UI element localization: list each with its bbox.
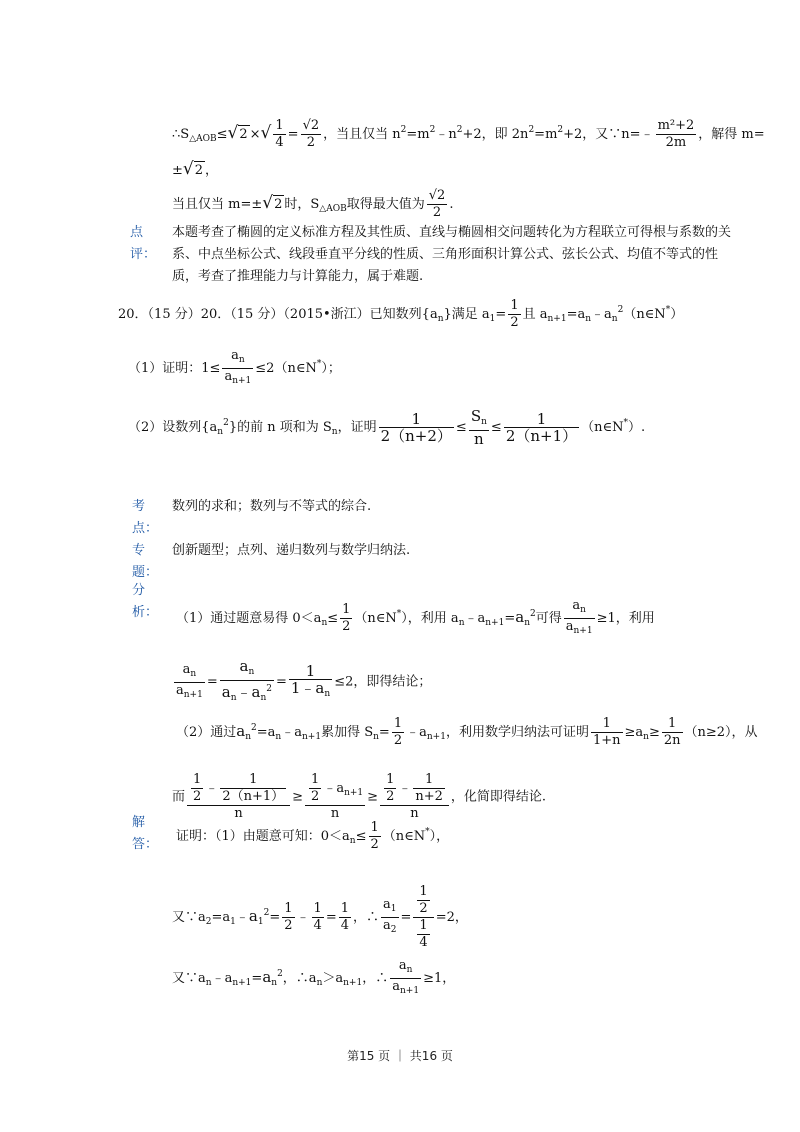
fraction: $\frac{1}{2(n+1)}$ [505,410,578,445]
fraction: $\frac{1}{2(n+2)}$ [380,410,452,445]
problem-header: 20．（15 分）20．（15 分）（2015•浙江）已知数列$\{a_n\}$满足 $a_1=$ $\frac{1}{2}$ 且 $a_{n+1}=a_n﹣a_n^2(n\in N^*)$ [118,298,684,330]
fraction: $\frac{1}{1﹣a_n}$ [290,661,331,699]
problem-part-2: （2）设数列$\{a_n^2\}$的前 n 项和为 $S_n$，证明 $\frac{1}{2(n+2)}$ ≤ $\frac{S_n}{n}$ ≤ $\frac{1}{2(n+1)}$ （n∈N*）. [128,407,646,448]
fraction: $\frac{1}{2}$ [393,716,403,748]
page-footer: 第15 页 ｜ 共16 页 [347,1049,453,1063]
fraction: $\frac{1}{1+n}$ [592,716,621,748]
prev-solution-line-1: $\therefore S_{\triangle AOB}\le√2$ ×√ $\frac{1}{4}$ = $\frac{√2}{2}$ ，当且仅当 $n^2=m^2﹣n^2+2$，即 $2n^2=m^2+2$，又∵n=﹣ $\frac{\text{m²+2}}{2m}$ ，解得 m= [172,118,765,150]
fraction: $\frac{√2}{2}$ [302,118,320,150]
jieda-label: 解 答： [132,815,159,852]
fraction: $\frac{1}{2}$ [342,602,351,634]
prev-solution-line-2: ±√2 ， [172,159,219,179]
prev-solution-line-3: 当且仅当 m=±√2 时，$S_{\triangle AOB}$取得最大值为 $\frac{√2}{2}$ . [172,188,454,220]
problem-part-1: （1）证明：1≤ $\frac{a_n}{a_{n+1}}$ ≤2（n∈N*）； [128,348,341,389]
fraction: $\frac{1}{2}$ $﹣a_{n+1}$ n [305,772,365,822]
fraction: $\frac{a_n}{a_{n+1}}$ [176,661,203,700]
fraction: $\frac{√2}{2}$ [428,188,446,220]
fraction: $\frac{1}{2}$ [510,298,519,330]
fraction: $\frac{a_n}{a_{n+1}}$ [565,598,593,636]
fraction: $\frac{a_n}{a_n﹣a_n^2}$ [221,657,272,703]
fraction: $\frac{a_n}{a_{n+1}}$ [392,958,420,996]
fenxi-line-1: （1）通过题意易得 $0<a_n\le$ $\frac{1}{2}$ （n∈N*），利用 $a_n﹣a_{n+1}=a_n^2$可得 $\frac{a_n}{a_{n+1}}$ ≥1，利用 [176,598,655,639]
jieda-line-1: 证明：（1）由题意可知：$0<a_n\le$ $\frac{1}{2}$ （n∈N*）， [176,820,450,852]
fraction: $\frac{\text{m²+2}}{2m}$ [657,118,695,150]
fraction: $\frac{1}{2n}$ [663,716,681,748]
fenxi-label: 分 析： [132,583,159,620]
fraction: $\frac{a_n}{a_{n+1}}$ [224,348,252,386]
zhuanti-label: 专 题： [132,543,159,580]
fraction: $\frac{1}{2}$ [370,820,379,852]
fraction: $\frac{1}{2}$ ﹣ $\frac{1}{2(n+1)}$ n [187,772,290,822]
fenxi-line-4: 而 $\frac{1}{2}$ ﹣ $\frac{1}{2(n+1)}$ n ≥ $\frac{1}{2}$ $﹣a_{n+1}$ n ≥ $\frac{1}{2}$ ﹣ $\frac{1}{n+2}$ n ，化简即得结论. [172,772,547,821]
fraction: $\frac{1}{2}$ [284,901,293,933]
review-text: 本题考查了椭圆的定义标准方程及其性质、直线与椭圆相交问题转化为方程联立可得根与系数的关系、中点坐标公式、线段垂直平分线的性质、三角形面积计算公式、弦长公式、均值不等式的性质，考查了推理能力与计算能力，属于难题. [172,225,732,284]
fraction: $\frac{1}{2}$ ﹣ $\frac{1}{n+2}$ n [380,772,449,822]
kaodian-text: 数列的求和；数列与不等式的综合. [172,499,372,514]
kaodian-label: 考 点： [132,499,159,536]
jieda-line-2: 又$\because a_2=a_1﹣a_1^2=$ $\frac{1}{2}$ ﹣ $\frac{1}{4}$ = $\frac{1}{4}$ ，∴ $\frac{a_1}{a_2}$ = $\frac{\frac{1}{2}}{\frac{1}{4}}$ =2， [172,884,468,950]
fraction: $\frac{a_1}{a_2}$ [383,897,397,935]
review-label: 点评： [130,225,157,262]
fraction: $\frac{1}{4}$ [340,901,349,933]
fenxi-line-2: $\frac{a_n}{a_{n+1}}$ = $\frac{a_n}{a_n﹣a_n^2}$ = $\frac{1}{1﹣a_n}$ ≤2，即得结论； [172,658,431,706]
zhuanti-text: 创新题型；点列、递归数列与数学归纳法. [172,543,411,558]
jieda-line-3: 又$\because a_n﹣a_{n+1}=a_n^2$，$\therefore a_n>a_{n+1}$，∴ $\frac{a_n}{a_{n+1}}$ ≥1， [172,958,455,999]
fraction: $\frac{1}{4}$ [275,118,284,150]
fraction: $\frac{S_n}{n}$ [470,407,487,448]
fraction: $\frac{\frac{1}{2}}{\frac{1}{4}}$ [413,884,433,951]
fenxi-line-3: （2）通过$a_n^2=a_n﹣a_{n+1}$累加得 $S_n=$ $\frac{1}{2}$ $﹣a_{n+1}$，利用数学归纳法可证明 $\frac{1}{1+n}$ $\ge a_n\ge$ $\frac{1}{2n}$ （n≥2），从 [176,716,758,748]
fraction: $\frac{1}{4}$ [313,901,322,933]
